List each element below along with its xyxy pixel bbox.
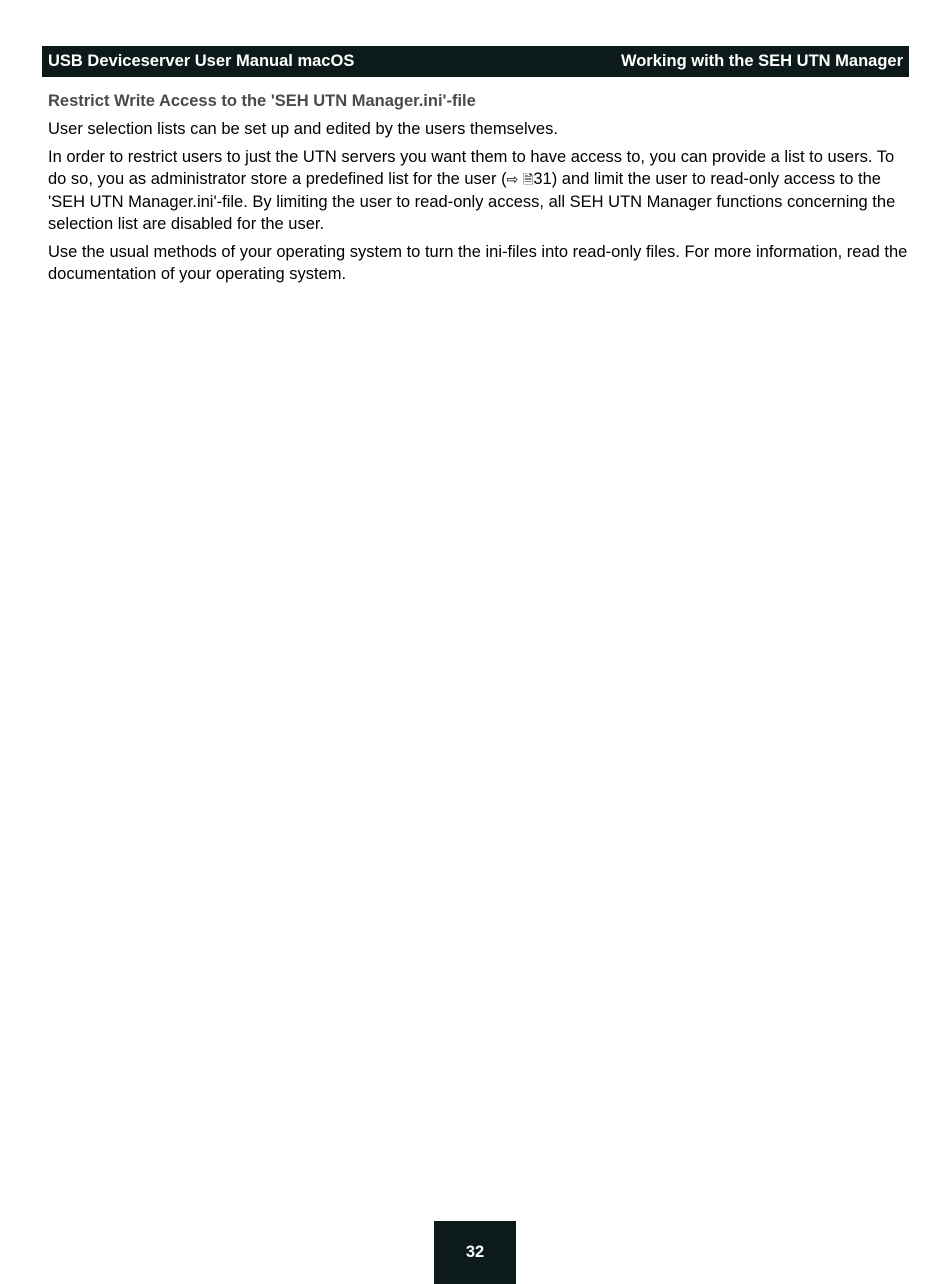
page-number-box (434, 1221, 516, 1284)
page-header-bar (42, 46, 909, 77)
chapter-title: Working with the SEH UTN Manager (620, 52, 903, 70)
section-heading: Restrict Write Access to the 'SEH UTN Manager.ini'-file (48, 92, 476, 110)
arrow-right-icon: ⇨ (506, 171, 519, 187)
manual-title: USB Deviceserver User Manual macOS (48, 52, 355, 70)
paragraph-2 (48, 146, 908, 235)
page-content (48, 90, 908, 291)
paragraph-1: User selection lists can be set up and edited by the users themselves. (48, 120, 558, 138)
paragraph-3: Use the usual methods of your operating system to turn the ini-files into read-only files. For more information, read the documentation of your operating system. (48, 243, 908, 283)
paragraph-2-text-start: In order to restrict users to just the UTN servers you want them to have access to, you can provide a list to users. To do so, you as administrator store a predefined list for the user ( (48, 148, 895, 188)
paragraph-2-text-end: ) and limit the user to read-only access to the 'SEH UTN Manager.ini'-file. By limiting the user to read-only access, all SEH UTN Manager functions concerning the selection list are disabled for the user. (48, 170, 896, 233)
page-number: 32 (465, 1243, 485, 1261)
page-reference-link[interactable]: 31 (533, 170, 552, 188)
page-reference-icon: 🗎 (522, 172, 534, 187)
